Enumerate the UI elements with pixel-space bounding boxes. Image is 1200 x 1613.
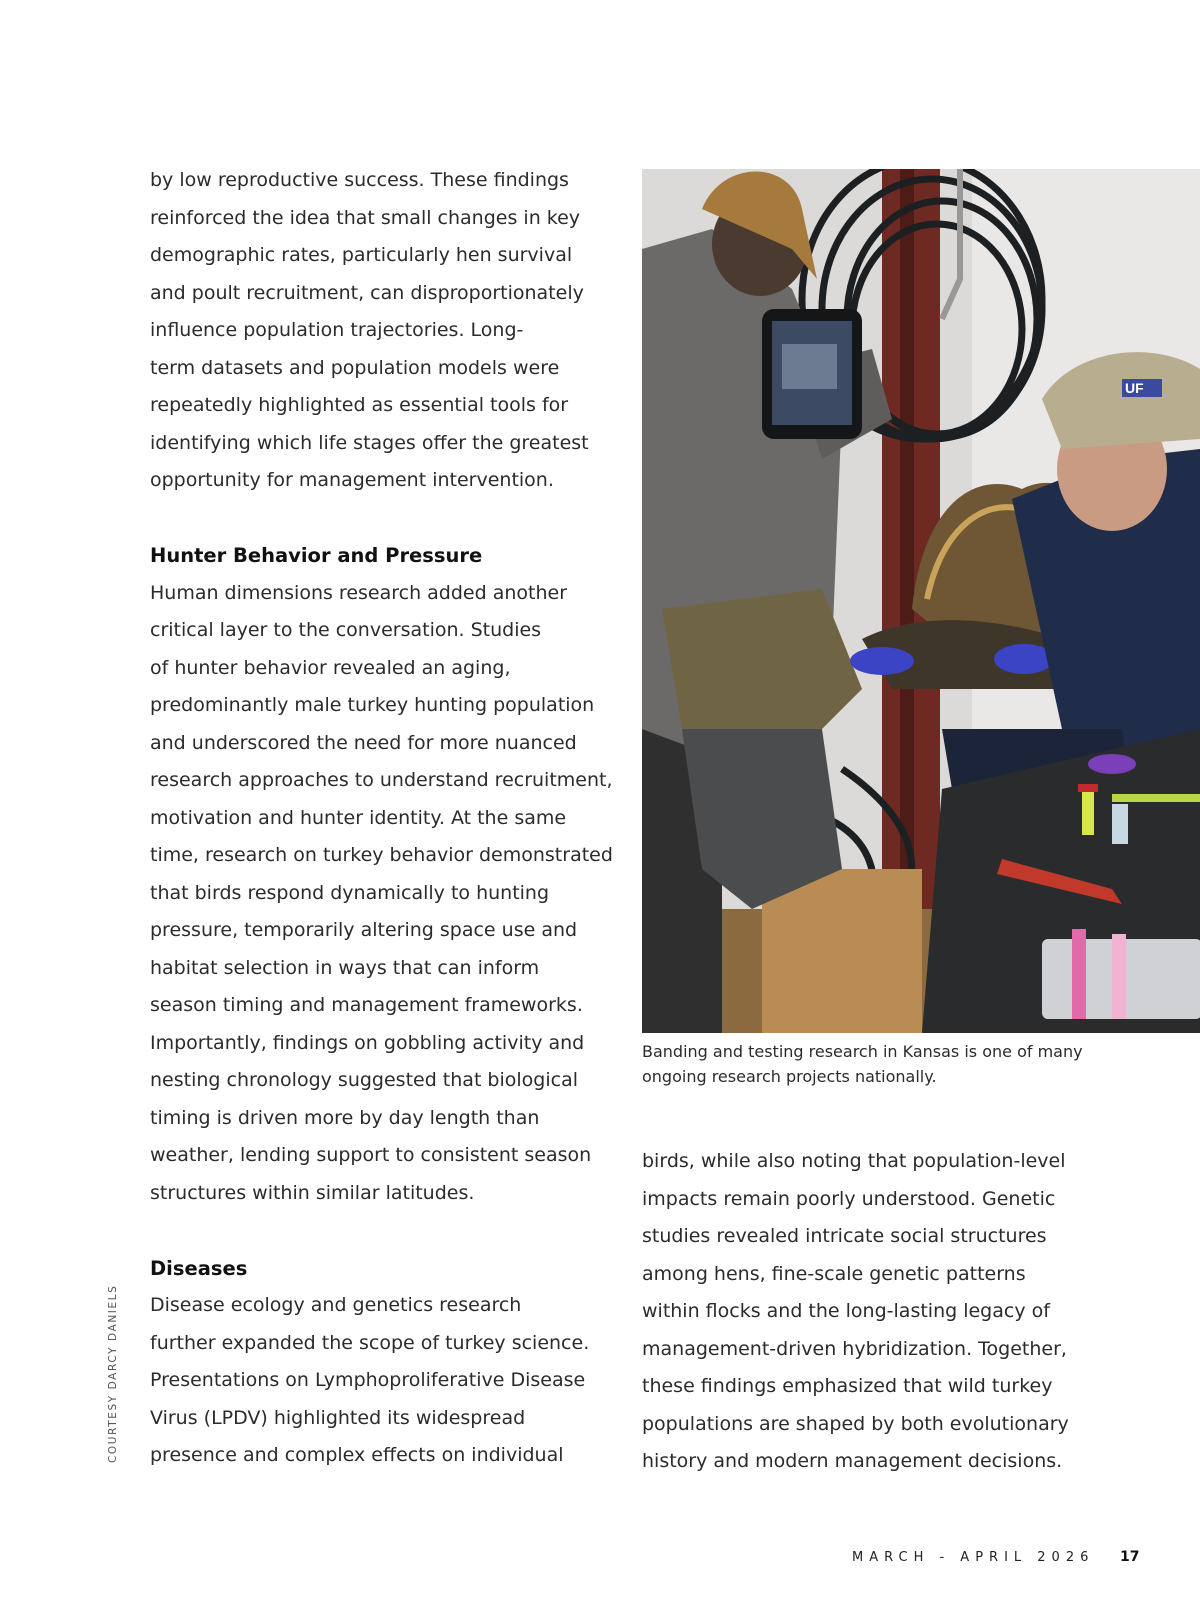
text-line: populations are shaped by both evolutionary [642, 1412, 1069, 1435]
text-line: of hunter behavior revealed an aging, [150, 656, 511, 679]
left-column [150, 162, 613, 1475]
text-line: weather, lending support to consistent season [150, 1144, 592, 1166]
text-line: pressure, temporarily altering space use and [150, 919, 578, 941]
text-line: motivation and hunter identity. At the same [150, 806, 567, 829]
photo-credit: COURTESY DARCY DANIELS [107, 1284, 119, 1463]
text-line: Disease ecology and genetics research [150, 1294, 522, 1316]
caption-line: ongoing research projects nationally. [642, 1067, 937, 1086]
section-heading-diseases: Diseases [150, 1256, 248, 1280]
text-line: birds, while also noting that population-level [642, 1150, 1066, 1172]
research-photo [642, 169, 1200, 1033]
text-line: management-driven hybridization. Together, [642, 1337, 1067, 1360]
text-line: timing is driven more by day length than [150, 1106, 540, 1129]
text-line: and underscored the need for more nuanced [150, 731, 577, 754]
photo-caption [642, 1039, 1112, 1089]
paragraph-gap [150, 500, 600, 538]
body-paragraph-2 [150, 575, 613, 1213]
caption-line: Banding and testing research in Kansas is one of many [642, 1042, 1083, 1061]
page-number: 17 [1120, 1549, 1140, 1565]
text-line: habitat selection in ways that can inform [150, 956, 540, 979]
text-line: predominantly male turkey hunting population [150, 694, 595, 716]
text-line: that birds respond dynamically to hunting [150, 881, 550, 904]
text-line: time, research on turkey behavior demonstrated [150, 844, 613, 866]
text-line: term datasets and population models were [150, 356, 560, 379]
text-line: repeatedly highlighted as essential tools for [150, 394, 569, 416]
text-line: these findings emphasized that wild turkey [642, 1375, 1053, 1397]
cap-logo-text: UF [1125, 380, 1144, 396]
body-paragraph-3 [150, 1287, 600, 1475]
text-line: Presentations on Lymphoproliferative Disease [150, 1369, 586, 1391]
text-line: season timing and management frameworks. [150, 994, 583, 1016]
text-line: presence and complex effects on individual [150, 1444, 564, 1466]
text-line: Human dimensions research added another [150, 581, 568, 604]
text-line: Virus (LPDV) highlighted its widespread [150, 1406, 526, 1429]
text-line: research approaches to understand recruitment, [150, 769, 613, 791]
right-column [642, 1143, 1112, 1481]
text-line: and poult recruitment, can disproportionately [150, 281, 584, 304]
text-line: demographic rates, particularly hen survival [150, 244, 573, 266]
text-line: influence population trajectories. Long- [150, 319, 524, 341]
text-line: structures within similar latitudes. [150, 1181, 475, 1204]
text-line: by low reproductive success. These findings [150, 169, 569, 191]
text-line: further expanded the scope of turkey science. [150, 1331, 590, 1354]
text-line: within flocks and the long-lasting legacy of [642, 1300, 1050, 1322]
text-line: impacts remain poorly understood. Genetic [642, 1187, 1056, 1210]
text-line: history and modern management decisions. [642, 1450, 1063, 1472]
text-line: identifying which life stages offer the greatest [150, 431, 589, 454]
text-line: Importantly, findings on gobbling activity and [150, 1031, 585, 1054]
text-line: studies revealed intricate social structures [642, 1225, 1047, 1247]
issue-date: MARCH - APRIL 2026 [852, 1550, 1095, 1565]
text-line: reinforced the idea that small changes in key [150, 206, 581, 229]
body-paragraph-1 [150, 162, 600, 500]
text-line: among hens, fine-scale genetic patterns [642, 1262, 1026, 1285]
text-line: nesting chronology suggested that biological [150, 1069, 579, 1091]
text-line: critical layer to the conversation. Studies [150, 619, 542, 641]
paragraph-gap [150, 1212, 600, 1250]
section-heading-hunter-behavior: Hunter Behavior and Pressure [150, 544, 483, 567]
text-line: opportunity for management intervention. [150, 469, 554, 491]
